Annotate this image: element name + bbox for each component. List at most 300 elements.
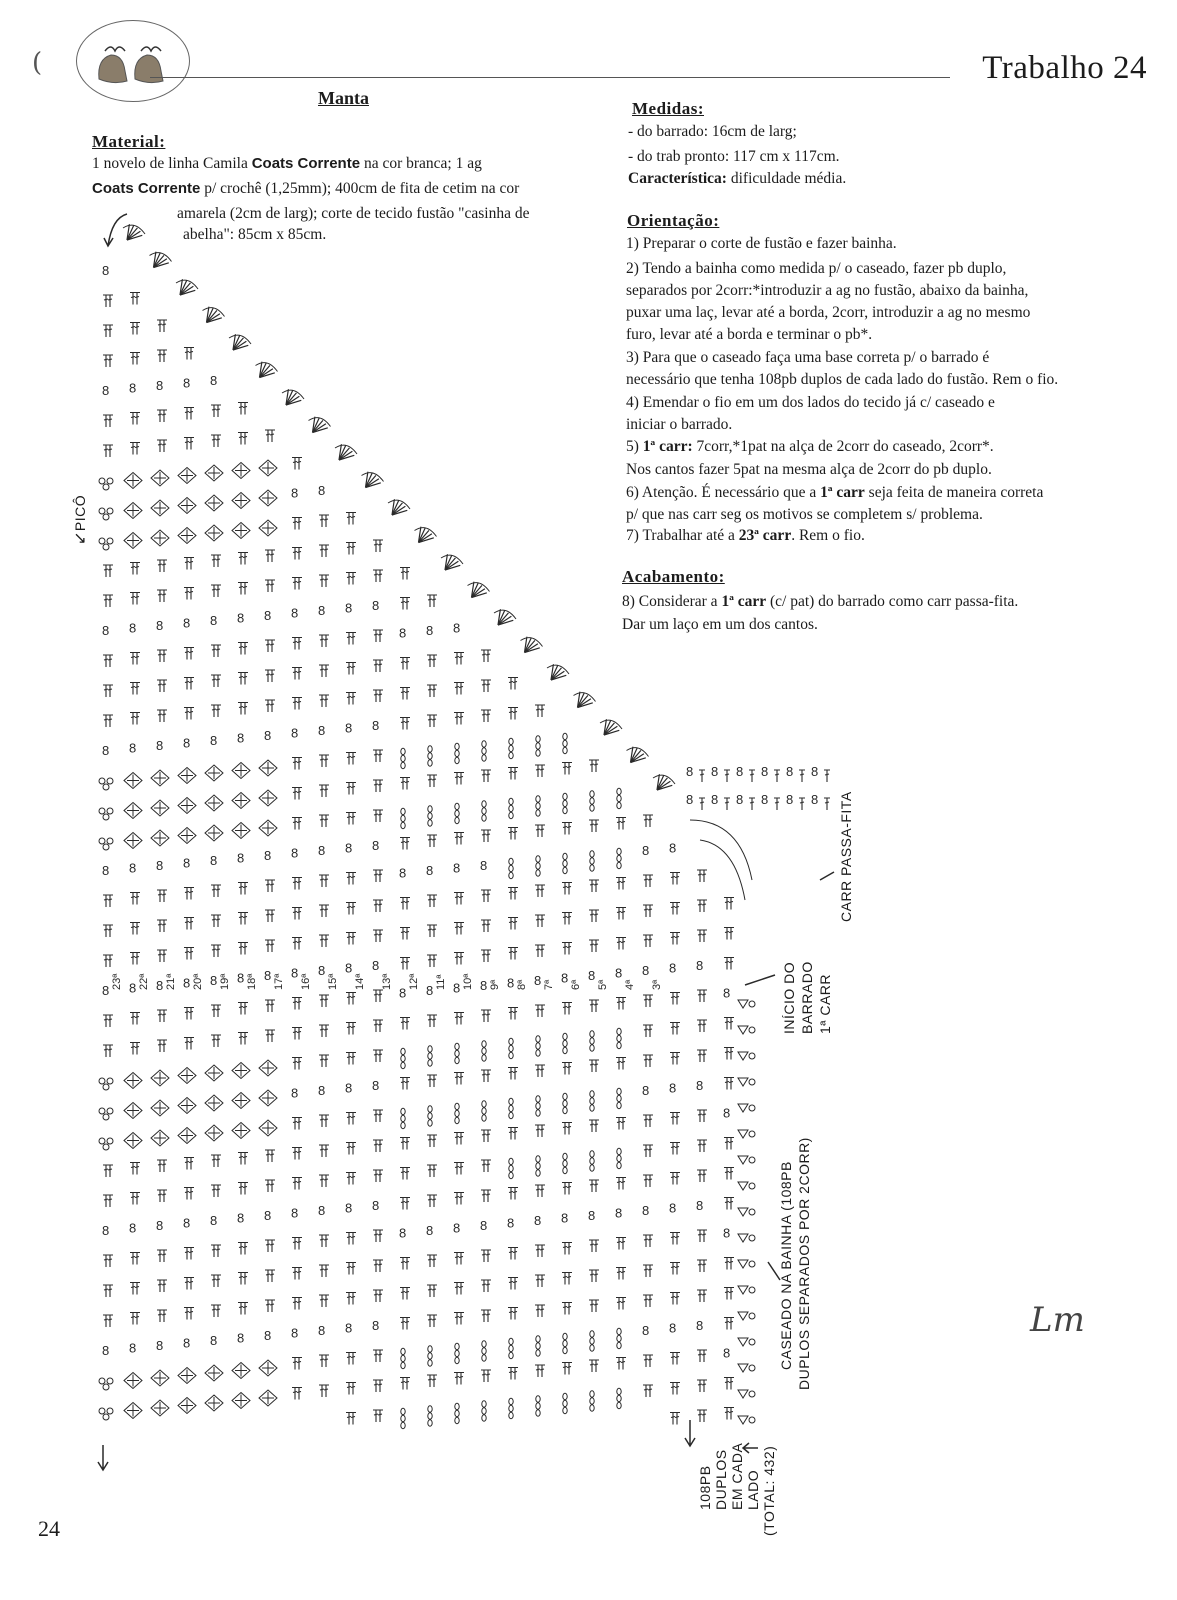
diamond-motif-mark <box>205 465 223 481</box>
double-crochet-mark <box>454 923 460 935</box>
double-crochet-mark <box>485 680 491 692</box>
double-crochet-mark <box>130 1283 136 1295</box>
double-crochet-mark <box>103 325 109 337</box>
double-crochet-mark <box>184 948 190 960</box>
row-number-label: 9ª <box>489 979 501 990</box>
double-crochet-mark <box>265 940 271 952</box>
double-crochet-mark <box>377 1230 383 1242</box>
medidas-line-2: - do trab pronto: 117 cm x 117cm. <box>628 148 840 165</box>
double-crochet-mark <box>431 1165 437 1177</box>
double-crochet-mark <box>458 1283 464 1295</box>
diamond-motif-mark <box>151 1100 169 1116</box>
double-crochet-mark <box>749 798 755 810</box>
material-text: 1 novelo de linha Camila <box>92 155 252 172</box>
double-crochet-mark <box>454 833 460 845</box>
chain-mark <box>536 1336 540 1342</box>
double-crochet-mark <box>107 1285 113 1297</box>
double-crochet-mark <box>458 1133 464 1145</box>
chain-count-mark: 8 <box>686 792 694 807</box>
double-crochet-mark <box>373 1380 379 1392</box>
double-crochet-mark <box>404 1168 410 1180</box>
chain-mark <box>401 815 405 821</box>
chain-count-mark: 8 <box>102 263 110 278</box>
double-crochet-mark <box>620 998 626 1010</box>
acabamento-emphasis: 1ª carr <box>721 593 767 610</box>
double-crochet-mark <box>674 993 680 1005</box>
double-crochet-mark <box>157 1250 163 1262</box>
double-crochet-mark <box>724 1168 730 1180</box>
double-crochet-mark <box>458 713 464 725</box>
double-crochet-mark <box>454 1193 460 1205</box>
double-crochet-mark <box>589 1360 595 1372</box>
chain-mark <box>590 1038 594 1044</box>
double-crochet-mark <box>593 1060 599 1072</box>
double-crochet-mark <box>508 678 514 690</box>
chain-mark <box>428 806 432 812</box>
double-crochet-mark <box>539 705 545 717</box>
double-crochet-mark <box>431 1075 437 1087</box>
material-text: na cor branca; 1 ag <box>360 155 482 172</box>
row-number-label: 17ª <box>273 973 285 990</box>
double-crochet-mark <box>701 1350 707 1362</box>
double-crochet-mark <box>188 1158 194 1170</box>
double-crochet-mark <box>350 1023 356 1035</box>
double-crochet-mark <box>346 873 352 885</box>
orientacao-line: 4) Emendar o fio em um dos lados do tecido já c/ caseado e <box>626 394 995 411</box>
double-crochet-mark <box>292 1178 298 1190</box>
chain-mark <box>617 802 621 808</box>
double-crochet-mark <box>508 1278 514 1290</box>
chain-mark <box>590 1151 594 1157</box>
diamond-motif-mark <box>178 1128 196 1144</box>
double-crochet-mark <box>377 690 383 702</box>
double-crochet-mark <box>512 708 518 720</box>
double-crochet-mark <box>701 990 707 1002</box>
chain-mark <box>563 793 567 799</box>
diamond-motif-mark <box>205 795 223 811</box>
double-crochet-mark <box>535 1245 541 1257</box>
double-crochet-mark <box>431 595 437 607</box>
double-crochet-mark <box>346 933 352 945</box>
double-crochet-mark <box>130 593 136 605</box>
pattern-title: Manta <box>318 88 369 108</box>
double-crochet-mark <box>774 770 780 782</box>
diamond-motif-mark <box>259 490 277 506</box>
chain-count-mark: 8 <box>615 965 623 981</box>
double-crochet-mark <box>103 895 109 907</box>
acabamento-line: Dar um laço em um dos cantos. <box>622 616 818 633</box>
double-crochet-mark <box>458 683 464 695</box>
double-crochet-mark <box>647 935 653 947</box>
chain-count-mark: 8 <box>372 718 380 733</box>
double-crochet-mark <box>319 1295 325 1307</box>
picot-mark <box>103 1414 109 1420</box>
chain-mark <box>536 803 540 809</box>
chain-mark <box>509 1345 513 1351</box>
diamond-motif-mark <box>232 493 250 509</box>
double-crochet-mark <box>296 1388 302 1400</box>
chain-mark <box>428 760 432 766</box>
double-crochet-mark <box>103 1255 109 1267</box>
caseado-mark <box>738 1208 748 1216</box>
chain-mark <box>590 805 594 811</box>
double-crochet-mark <box>701 1050 707 1062</box>
double-crochet-mark <box>292 518 298 530</box>
caseado-mark <box>738 1078 748 1086</box>
picot-mark <box>749 1209 755 1215</box>
double-crochet-mark <box>265 700 271 712</box>
chain-count-mark: 8 <box>372 1198 380 1213</box>
chain-mark <box>536 1103 540 1109</box>
double-crochet-mark <box>728 898 734 910</box>
chain-count-mark: 8 <box>669 1320 677 1336</box>
double-crochet-mark <box>188 918 194 930</box>
double-crochet-mark <box>562 913 568 925</box>
diamond-motif-mark <box>232 1363 250 1379</box>
picot-mark <box>99 778 105 784</box>
orientacao-emphasis: 1ª carr <box>820 484 865 501</box>
double-crochet-mark <box>238 943 244 955</box>
double-crochet-mark <box>427 895 433 907</box>
double-crochet-mark <box>647 1115 653 1127</box>
double-crochet-mark <box>211 1155 217 1167</box>
chain-count-mark: 8 <box>426 623 434 638</box>
double-crochet-mark <box>346 633 352 645</box>
chain-mark <box>428 1060 432 1066</box>
double-crochet-mark <box>238 583 244 595</box>
diamond-motif-mark <box>178 1368 196 1384</box>
down-arrow-icon <box>98 1445 108 1470</box>
double-crochet-mark <box>242 433 248 445</box>
double-crochet-mark <box>728 1138 734 1150</box>
row-number-label: 18ª <box>246 973 258 990</box>
page-number: 24 <box>38 1516 60 1541</box>
diamond-motif-mark <box>124 1073 142 1089</box>
double-crochet-mark <box>157 410 163 422</box>
double-crochet-mark <box>593 760 599 772</box>
double-crochet-mark <box>292 1268 298 1280</box>
double-crochet-mark <box>350 783 356 795</box>
double-crochet-mark <box>512 948 518 960</box>
diamond-motif-mark <box>124 833 142 849</box>
double-crochet-mark <box>350 993 356 1005</box>
picot-mark <box>107 1108 113 1114</box>
double-crochet-mark <box>211 405 217 417</box>
chain-count-mark: 8 <box>156 1218 164 1233</box>
double-crochet-mark <box>589 1000 595 1012</box>
double-crochet-mark <box>620 1298 626 1310</box>
double-crochet-mark <box>674 1263 680 1275</box>
double-crochet-mark <box>404 1138 410 1150</box>
chain-mark <box>590 1398 594 1404</box>
double-crochet-mark <box>647 1295 653 1307</box>
caseado-mark <box>738 1182 748 1190</box>
double-crochet-mark <box>724 770 730 782</box>
double-crochet-mark <box>593 1120 599 1132</box>
chain-mark <box>482 1341 486 1347</box>
double-crochet-mark <box>400 778 406 790</box>
double-crochet-mark <box>697 870 703 882</box>
double-crochet-mark <box>296 1118 302 1130</box>
double-crochet-mark <box>107 655 113 667</box>
double-crochet-mark <box>296 1178 302 1190</box>
chain-count-mark: 8 <box>291 965 299 981</box>
double-crochet-mark <box>616 998 622 1010</box>
orientacao-line: separados por 2corr:*introduzir a ag no fustão, abaixo da bainha, <box>626 282 1029 299</box>
chain-count-mark: 8 <box>736 764 744 779</box>
diamond-motif-mark <box>124 1403 142 1419</box>
double-crochet-mark <box>188 348 194 360</box>
double-crochet-mark <box>296 668 302 680</box>
double-crochet-mark <box>319 935 325 947</box>
picot-mark <box>103 544 109 550</box>
double-crochet-mark <box>799 770 805 782</box>
double-crochet-mark <box>188 1248 194 1260</box>
double-crochet-mark <box>215 585 221 597</box>
chain-count-mark: 8 <box>318 843 326 858</box>
chain-mark <box>401 1108 405 1114</box>
orientacao-line: necessário que tenha 108pb duplos de cada lado do fustão. Rem o fio. <box>626 371 1059 388</box>
double-crochet-mark <box>134 1013 140 1025</box>
double-crochet-mark <box>107 445 113 457</box>
double-crochet-mark <box>404 1318 410 1330</box>
double-crochet-mark <box>431 835 437 847</box>
diamond-motif-mark <box>232 1393 250 1409</box>
double-crochet-mark <box>296 788 302 800</box>
double-crochet-mark <box>647 1385 653 1397</box>
double-crochet-mark <box>481 830 487 842</box>
chain-mark <box>482 1408 486 1414</box>
chain-mark <box>509 1052 513 1058</box>
double-crochet-mark <box>508 708 514 720</box>
double-crochet-mark <box>107 925 113 937</box>
double-crochet-mark <box>373 870 379 882</box>
double-crochet-mark <box>616 1298 622 1310</box>
page-edge-mark: ( <box>32 48 43 78</box>
chain-count-mark: 8 <box>696 1318 704 1333</box>
chain-count-mark: 8 <box>372 598 380 613</box>
medidas-heading: Medidas: <box>632 99 704 118</box>
chain-count-mark: 8 <box>291 1205 299 1221</box>
pointer-arrow-icon <box>745 975 775 985</box>
double-crochet-mark <box>593 820 599 832</box>
double-crochet-mark <box>485 950 491 962</box>
chain-mark <box>509 1165 513 1171</box>
picot-mark <box>749 1027 755 1033</box>
double-crochet-mark <box>431 685 437 697</box>
chain-mark <box>617 1328 621 1334</box>
double-crochet-mark <box>508 1308 514 1320</box>
double-crochet-mark <box>404 1288 410 1300</box>
double-crochet-mark <box>377 1290 383 1302</box>
double-crochet-mark <box>377 1050 383 1062</box>
caracteristica-value: dificuldade média. <box>726 170 847 187</box>
double-crochet-mark <box>323 1265 329 1277</box>
double-crochet-mark <box>427 1315 433 1327</box>
double-crochet-mark <box>161 590 167 602</box>
double-crochet-mark <box>161 710 167 722</box>
double-crochet-mark <box>346 1413 352 1425</box>
double-crochet-mark <box>674 1053 680 1065</box>
page-title: Trabalho 24 <box>982 50 1147 86</box>
material-line-3: amarela (2cm de larg); corte de tecido fustão "casinha de <box>177 205 530 222</box>
double-crochet-mark <box>427 1165 433 1177</box>
double-crochet-mark <box>242 703 248 715</box>
double-crochet-mark <box>215 1035 221 1047</box>
double-crochet-mark <box>319 905 325 917</box>
double-crochet-mark <box>404 1078 410 1090</box>
double-crochet-mark <box>265 670 271 682</box>
chain-mark <box>590 858 594 864</box>
chain-mark <box>617 855 621 861</box>
double-crochet-mark <box>134 893 140 905</box>
double-crochet-mark <box>350 693 356 705</box>
double-crochet-mark <box>427 1375 433 1387</box>
double-crochet-mark <box>427 1015 433 1027</box>
double-crochet-mark <box>238 403 244 415</box>
chain-mark <box>455 757 459 763</box>
double-crochet-mark <box>130 563 136 575</box>
chain-mark <box>590 1091 594 1097</box>
chain-mark <box>509 745 513 751</box>
double-crochet-mark <box>427 655 433 667</box>
chain-mark <box>617 1388 621 1394</box>
double-crochet-mark <box>323 515 329 527</box>
double-crochet-mark <box>373 540 379 552</box>
chain-mark <box>590 1391 594 1397</box>
double-crochet-mark <box>188 948 194 960</box>
diamond-motif-mark <box>151 770 169 786</box>
chain-count-mark: 8 <box>264 968 272 983</box>
chain-mark <box>617 862 621 868</box>
double-crochet-mark <box>427 775 433 787</box>
double-crochet-mark <box>485 1250 491 1262</box>
chain-mark <box>563 1167 567 1173</box>
double-crochet-mark <box>134 1193 140 1205</box>
double-crochet-mark <box>346 1383 352 1395</box>
chain-count-mark: 8 <box>669 960 677 976</box>
chain-count-mark: 8 <box>291 485 299 501</box>
double-crochet-mark <box>647 1355 653 1367</box>
double-crochet-mark <box>107 1195 113 1207</box>
diamond-motif-mark <box>259 1060 277 1076</box>
double-crochet-mark <box>346 1233 352 1245</box>
chain-count-mark: 8 <box>102 1223 110 1238</box>
double-crochet-mark <box>697 1290 703 1302</box>
double-crochet-mark <box>701 1110 707 1122</box>
picot-mark <box>99 478 105 484</box>
double-crochet-mark <box>242 1033 248 1045</box>
double-crochet-mark <box>701 1170 707 1182</box>
double-crochet-mark <box>699 770 705 782</box>
orientacao-line: puxar uma laç, levar até a borda, 2corr, introduzir a ag no mesmo <box>626 304 1031 321</box>
double-crochet-mark <box>697 1230 703 1242</box>
double-crochet-mark <box>238 1243 244 1255</box>
double-crochet-mark <box>377 540 383 552</box>
double-crochet-mark <box>562 943 568 955</box>
chain-mark <box>509 1412 513 1418</box>
double-crochet-mark <box>485 1160 491 1172</box>
double-crochet-mark <box>377 660 383 672</box>
diamond-motif-mark <box>178 1098 196 1114</box>
double-crochet-mark <box>184 1188 190 1200</box>
double-crochet-mark <box>724 1198 730 1210</box>
chain-count-mark: 8 <box>237 730 245 746</box>
double-crochet-mark <box>157 1280 163 1292</box>
chain-mark <box>455 810 459 816</box>
double-crochet-mark <box>188 1278 194 1290</box>
diamond-motif-mark <box>178 1068 196 1084</box>
double-crochet-mark <box>157 950 163 962</box>
chain-mark <box>428 1413 432 1419</box>
double-crochet-mark <box>512 1308 518 1320</box>
double-crochet-mark <box>566 883 572 895</box>
double-crochet-mark <box>242 913 248 925</box>
chain-mark <box>428 1346 432 1352</box>
double-crochet-mark <box>319 1115 325 1127</box>
chain-mark <box>482 815 486 821</box>
diamond-motif-mark <box>151 1130 169 1146</box>
double-crochet-mark <box>211 1005 217 1017</box>
double-crochet-mark <box>242 1273 248 1285</box>
chain-mark <box>428 813 432 819</box>
chain-mark <box>563 733 567 739</box>
material-text: p/ crochê (1,25mm); 400cm de fita de cetim na cor <box>200 180 520 197</box>
orientacao-text: 7) Trabalhar até a <box>626 527 739 544</box>
double-crochet-mark <box>157 710 163 722</box>
double-crochet-mark <box>157 680 163 692</box>
double-crochet-mark <box>296 1028 302 1040</box>
chain-count-mark: 8 <box>453 860 461 876</box>
chain-mark <box>482 1115 486 1121</box>
row-number-label: 13ª <box>381 973 393 990</box>
chain-mark <box>455 1050 459 1056</box>
double-crochet-mark <box>481 1130 487 1142</box>
double-crochet-mark <box>242 1183 248 1195</box>
double-crochet-mark <box>238 553 244 565</box>
double-crochet-mark <box>616 1118 622 1130</box>
double-crochet-mark <box>242 1153 248 1165</box>
double-crochet-mark <box>134 593 140 605</box>
diamond-motif-mark <box>151 1400 169 1416</box>
chain-count-mark: 8 <box>561 1210 569 1226</box>
double-crochet-mark <box>157 1010 163 1022</box>
double-crochet-mark <box>373 1350 379 1362</box>
chain-mark <box>563 747 567 753</box>
double-crochet-mark <box>346 573 352 585</box>
double-crochet-mark <box>593 940 599 952</box>
double-crochet-mark <box>701 1020 707 1032</box>
double-crochet-mark <box>512 1188 518 1200</box>
double-crochet-mark <box>670 903 676 915</box>
double-crochet-mark <box>593 1300 599 1312</box>
double-crochet-mark <box>242 883 248 895</box>
double-crochet-mark <box>539 1065 545 1077</box>
chain-count-mark: 8 <box>183 1215 191 1231</box>
double-crochet-mark <box>427 925 433 937</box>
double-crochet-mark <box>427 1075 433 1087</box>
double-crochet-mark <box>346 1143 352 1155</box>
double-crochet-mark <box>512 1278 518 1290</box>
chain-mark <box>428 1120 432 1126</box>
double-crochet-mark <box>184 918 190 930</box>
chain-count-mark: 8 <box>372 1318 380 1333</box>
double-crochet-mark <box>562 1183 568 1195</box>
double-crochet-mark <box>404 658 410 670</box>
double-crochet-mark <box>593 880 599 892</box>
double-crochet-mark <box>377 900 383 912</box>
double-crochet-mark <box>346 1053 352 1065</box>
